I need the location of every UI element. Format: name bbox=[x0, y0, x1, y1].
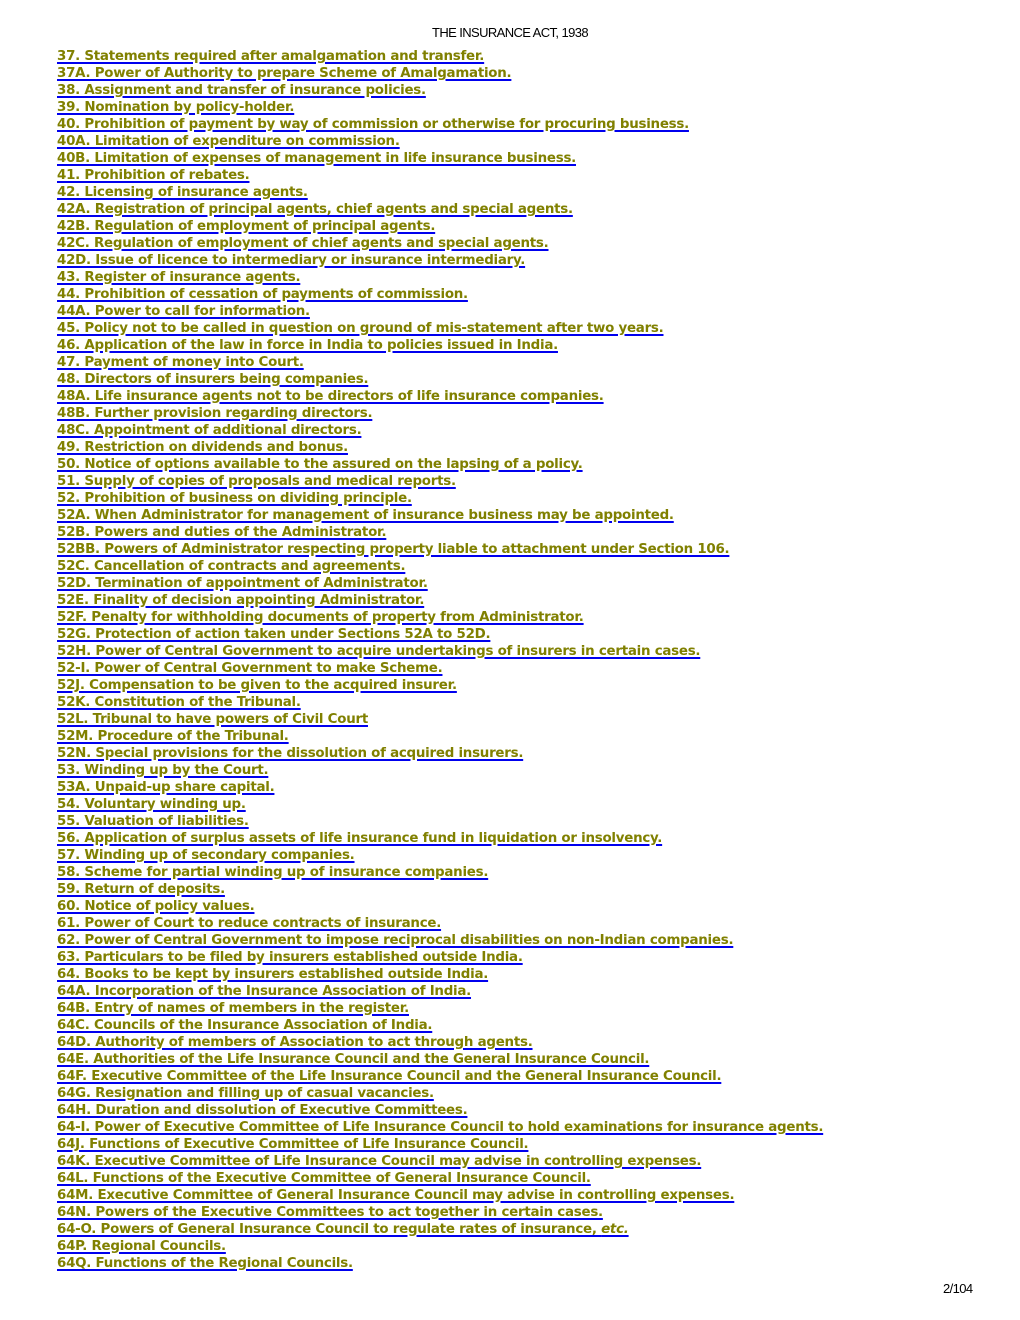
toc-link[interactable] bbox=[57, 491, 412, 506]
toc-item bbox=[57, 116, 823, 133]
toc-link-text: 64A. Incorporation of the Insurance Association of India. bbox=[57, 984, 472, 999]
toc-item bbox=[57, 371, 823, 388]
toc-link[interactable] bbox=[57, 559, 405, 574]
toc-link-text: 52G. Protection of action taken under Sections 52A to 52D. bbox=[57, 627, 491, 642]
toc-item bbox=[57, 133, 823, 150]
toc-item bbox=[57, 592, 823, 609]
toc-link-text: 40B. Limitation of expenses of management in life insurance business. bbox=[57, 151, 576, 166]
toc-item bbox=[57, 1085, 823, 1102]
toc-link-text: 64L. Functions of the Executive Committee of General Insurance Council. bbox=[57, 1171, 591, 1186]
toc-link-text: 58. Scheme for partial winding up of insurance companies. bbox=[57, 865, 489, 880]
toc-item bbox=[57, 82, 823, 99]
toc-item bbox=[57, 422, 823, 439]
toc-link[interactable] bbox=[57, 236, 549, 251]
toc-link[interactable] bbox=[57, 406, 372, 421]
toc-item bbox=[57, 915, 823, 932]
toc-link-text: 52L. Tribunal to have powers of Civil Court bbox=[57, 712, 368, 727]
toc-link[interactable] bbox=[57, 780, 274, 795]
toc-link[interactable] bbox=[57, 882, 225, 897]
toc-item bbox=[57, 660, 823, 677]
toc-item bbox=[57, 218, 823, 235]
toc-link[interactable] bbox=[57, 593, 424, 608]
toc-link[interactable] bbox=[57, 304, 310, 319]
toc-link[interactable] bbox=[57, 814, 249, 829]
page-number: 2/104 bbox=[943, 1281, 973, 1296]
toc-link-text: 52E. Finality of decision appointing Administrator. bbox=[57, 593, 425, 608]
toc-link[interactable] bbox=[57, 321, 664, 336]
toc-item bbox=[57, 745, 823, 762]
toc-link-text: 45. Policy not to be called in question on ground of mis-statement after two years. bbox=[57, 321, 664, 336]
toc-item bbox=[57, 1136, 823, 1153]
toc-link[interactable] bbox=[57, 1222, 629, 1237]
table-of-contents bbox=[57, 48, 823, 1272]
toc-link-text: 59. Return of deposits. bbox=[57, 882, 225, 897]
toc-item bbox=[57, 813, 823, 830]
toc-link-text: 52H. Power of Central Government to acquire undertakings of insurers in certain cases. bbox=[57, 644, 701, 659]
toc-link-text: 42C. Regulation of employment of chief agents and special agents. bbox=[57, 236, 549, 251]
toc-link[interactable] bbox=[57, 797, 246, 812]
toc-item bbox=[57, 643, 823, 660]
toc-link[interactable] bbox=[57, 1086, 434, 1101]
toc-link-text: 64P. Regional Councils. bbox=[57, 1239, 226, 1254]
toc-item bbox=[57, 626, 823, 643]
toc-item bbox=[57, 337, 823, 354]
toc-link[interactable] bbox=[57, 1018, 432, 1033]
toc-link-text: 63. Particulars to be filed by insurers established outside India. bbox=[57, 950, 523, 965]
toc-link[interactable] bbox=[57, 508, 674, 523]
toc-link-text: 52. Prohibition of business on dividing principle. bbox=[57, 491, 412, 506]
toc-item bbox=[57, 1034, 823, 1051]
toc-item bbox=[57, 558, 823, 575]
toc-item bbox=[57, 490, 823, 507]
toc-link-text: 48. Directors of insurers being companies. bbox=[57, 372, 369, 387]
toc-item bbox=[57, 1017, 823, 1034]
toc-link[interactable] bbox=[57, 151, 576, 166]
toc-item bbox=[57, 541, 823, 558]
toc-item bbox=[57, 1051, 823, 1068]
toc-link[interactable] bbox=[57, 219, 435, 234]
toc-link-text: 64. Books to be kept by insurers established outside India. bbox=[57, 967, 489, 982]
toc-item bbox=[57, 1187, 823, 1204]
toc-item bbox=[57, 694, 823, 711]
toc-link-text: 64B. Entry of names of members in the register. bbox=[57, 1001, 409, 1016]
toc-item bbox=[57, 830, 823, 847]
toc-item bbox=[57, 1255, 823, 1272]
toc-link[interactable] bbox=[57, 967, 488, 982]
toc-link[interactable] bbox=[57, 202, 573, 217]
toc-link[interactable] bbox=[57, 457, 583, 472]
toc-item bbox=[57, 65, 823, 82]
toc-link-text: 44. Prohibition of cessation of payments of commission. bbox=[57, 287, 468, 302]
toc-link-text: 51. Supply of copies of proposals and medical reports. bbox=[57, 474, 456, 489]
toc-link[interactable] bbox=[57, 1069, 721, 1084]
toc-item bbox=[57, 1221, 823, 1238]
toc-item bbox=[57, 932, 823, 949]
toc-link[interactable] bbox=[57, 270, 300, 285]
toc-link[interactable] bbox=[57, 440, 348, 455]
toc-item bbox=[57, 711, 823, 728]
toc-link-text: 64N. Powers of the Executive Committees to act together in certain cases. bbox=[57, 1205, 603, 1220]
toc-link[interactable] bbox=[57, 984, 471, 999]
toc-item bbox=[57, 898, 823, 915]
toc-link[interactable] bbox=[57, 848, 355, 863]
toc-link-text: 52D. Termination of appointment of Administrator. bbox=[57, 576, 428, 591]
toc-link[interactable] bbox=[57, 933, 733, 948]
toc-item bbox=[57, 728, 823, 745]
toc-item bbox=[57, 354, 823, 371]
toc-link[interactable] bbox=[57, 542, 729, 557]
toc-link-text: 64F. Executive Committee of the Life Insurance Council and the General Insurance Council. bbox=[57, 1069, 722, 1084]
toc-link[interactable] bbox=[57, 831, 662, 846]
toc-link-text: 64-I. Power of Executive Committee of Life Insurance Council to hold examinations for insurance agents. bbox=[57, 1120, 824, 1135]
toc-link[interactable] bbox=[57, 729, 289, 744]
toc-link-text: 61. Power of Court to reduce contracts of insurance. bbox=[57, 916, 442, 931]
toc-link-text: 48A. Life insurance agents not to be directors of life insurance companies. bbox=[57, 389, 604, 404]
toc-link[interactable] bbox=[57, 389, 604, 404]
toc-item bbox=[57, 184, 823, 201]
toc-link[interactable] bbox=[57, 678, 457, 693]
toc-link[interactable] bbox=[57, 916, 441, 931]
toc-item bbox=[57, 99, 823, 116]
toc-item bbox=[57, 48, 823, 65]
toc-link-text: 52J. Compensation to be given to the acquired insurer. bbox=[57, 678, 457, 693]
toc-link[interactable] bbox=[57, 134, 400, 149]
toc-link[interactable] bbox=[57, 372, 368, 387]
toc-link-text: 46. Application of the law in force in India to policies issued in India. bbox=[57, 338, 558, 353]
toc-link-text: 64D. Authority of members of Association to act through agents. bbox=[57, 1035, 533, 1050]
toc-link-text: 38. Assignment and transfer of insurance policies. bbox=[57, 83, 426, 98]
toc-link-text: 52B. Powers and duties of the Administrator. bbox=[57, 525, 387, 540]
toc-link[interactable] bbox=[57, 49, 484, 64]
toc-link-text: 44A. Power to call for information. bbox=[57, 304, 310, 319]
toc-item bbox=[57, 439, 823, 456]
toc-item bbox=[57, 779, 823, 796]
toc-link[interactable] bbox=[57, 66, 511, 81]
toc-link-text: 64E. Authorities of the Life Insurance Council and the General Insurance Council. bbox=[57, 1052, 650, 1067]
toc-link-text: 64H. Duration and dissolution of Executive Committees. bbox=[57, 1103, 468, 1118]
toc-link-text: 64C. Councils of the Insurance Association of India. bbox=[57, 1018, 433, 1033]
toc-link-text: 42. Licensing of insurance agents. bbox=[57, 185, 308, 200]
toc-link-italic-suffix: etc. bbox=[601, 1222, 629, 1237]
toc-link-text: 52A. When Administrator for management of insurance business may be appointed. bbox=[57, 508, 674, 523]
toc-link[interactable] bbox=[57, 338, 558, 353]
toc-item bbox=[57, 983, 823, 1000]
toc-item bbox=[57, 762, 823, 779]
toc-link-text: 50. Notice of options available to the assured on the lapsing of a policy. bbox=[57, 457, 583, 472]
toc-item bbox=[57, 609, 823, 626]
page-footer bbox=[943, 1281, 973, 1296]
toc-item bbox=[57, 1153, 823, 1170]
toc-item bbox=[57, 949, 823, 966]
document-header bbox=[0, 25, 1020, 40]
toc-item bbox=[57, 524, 823, 541]
toc-item bbox=[57, 1119, 823, 1136]
toc-link-text: 48C. Appointment of additional directors. bbox=[57, 423, 362, 438]
toc-item bbox=[57, 847, 823, 864]
toc-item bbox=[57, 507, 823, 524]
toc-item bbox=[57, 235, 823, 252]
toc-item bbox=[57, 1068, 823, 1085]
toc-link-text: 37. Statements required after amalgamation and transfer. bbox=[57, 49, 485, 64]
toc-link[interactable] bbox=[57, 1154, 701, 1169]
toc-link[interactable] bbox=[57, 661, 442, 676]
toc-link-text: 42B. Regulation of employment of principal agents. bbox=[57, 219, 436, 234]
toc-item bbox=[57, 150, 823, 167]
toc-link[interactable] bbox=[57, 168, 249, 183]
toc-item bbox=[57, 201, 823, 218]
toc-item bbox=[57, 575, 823, 592]
toc-link[interactable] bbox=[57, 423, 361, 438]
toc-link[interactable] bbox=[57, 695, 301, 710]
toc-item bbox=[57, 1238, 823, 1255]
toc-link-text: 53A. Unpaid-up share capital. bbox=[57, 780, 275, 795]
toc-link-text: 41. Prohibition of rebates. bbox=[57, 168, 250, 183]
toc-link[interactable] bbox=[57, 355, 304, 370]
toc-link-text: 54. Voluntary winding up. bbox=[57, 797, 246, 812]
toc-link-text: 52F. Penalty for withholding documents of property from Administrator. bbox=[57, 610, 584, 625]
toc-link-text: 60. Notice of policy values. bbox=[57, 899, 255, 914]
toc-item bbox=[57, 1000, 823, 1017]
toc-item bbox=[57, 405, 823, 422]
toc-link[interactable] bbox=[57, 627, 490, 642]
toc-link[interactable] bbox=[57, 1052, 649, 1067]
toc-link[interactable] bbox=[57, 474, 456, 489]
toc-item bbox=[57, 1170, 823, 1187]
toc-link[interactable] bbox=[57, 865, 488, 880]
toc-link[interactable] bbox=[57, 1256, 353, 1271]
toc-link[interactable] bbox=[57, 1239, 226, 1254]
toc-item bbox=[57, 881, 823, 898]
toc-link-text: 52K. Constitution of the Tribunal. bbox=[57, 695, 301, 710]
toc-link-text: 42D. Issue of licence to intermediary or insurance intermediary. bbox=[57, 253, 526, 268]
toc-item bbox=[57, 320, 823, 337]
toc-link-text: 49. Restriction on dividends and bonus. bbox=[57, 440, 348, 455]
toc-link-text: 57. Winding up of secondary companies. bbox=[57, 848, 355, 863]
toc-item bbox=[57, 1102, 823, 1119]
toc-link[interactable] bbox=[57, 1205, 603, 1220]
toc-link-text: 55. Valuation of liabilities. bbox=[57, 814, 249, 829]
toc-link[interactable] bbox=[57, 185, 308, 200]
toc-link-text: 64J. Functions of Executive Committee of Life Insurance Council. bbox=[57, 1137, 529, 1152]
toc-link-text: 52C. Cancellation of contracts and agreements. bbox=[57, 559, 406, 574]
toc-link-text: 53. Winding up by the Court. bbox=[57, 763, 269, 778]
toc-item bbox=[57, 456, 823, 473]
toc-link[interactable] bbox=[57, 899, 254, 914]
toc-link-text: 64K. Executive Committee of Life Insurance Council may advise in controlling expenses. bbox=[57, 1154, 702, 1169]
toc-link[interactable] bbox=[57, 1103, 467, 1118]
toc-link[interactable] bbox=[57, 1120, 823, 1135]
toc-link[interactable] bbox=[57, 83, 426, 98]
toc-item bbox=[57, 677, 823, 694]
toc-link[interactable] bbox=[57, 746, 523, 761]
toc-link-text: 64-O. Powers of General Insurance Council to regulate rates of insurance, bbox=[57, 1222, 602, 1237]
toc-link-text: 52M. Procedure of the Tribunal. bbox=[57, 729, 289, 744]
document-title: THE INSURANCE ACT, 1938 bbox=[432, 25, 588, 40]
toc-link[interactable] bbox=[57, 1035, 533, 1050]
toc-link-text: 52BB. Powers of Administrator respecting property liable to attachment under Section 106. bbox=[57, 542, 730, 557]
toc-link-text: 40. Prohibition of payment by way of commission or otherwise for procuring business. bbox=[57, 117, 689, 132]
toc-item bbox=[57, 1204, 823, 1221]
toc-link[interactable] bbox=[57, 576, 428, 591]
toc-item bbox=[57, 303, 823, 320]
toc-link[interactable] bbox=[57, 1001, 409, 1016]
toc-link-text: 42A. Registration of principal agents, chief agents and special agents. bbox=[57, 202, 573, 217]
toc-link[interactable] bbox=[57, 1188, 734, 1203]
toc-item bbox=[57, 966, 823, 983]
toc-link-text: 64G. Resignation and filling up of casual vacancies. bbox=[57, 1086, 434, 1101]
toc-link[interactable] bbox=[57, 253, 525, 268]
toc-item bbox=[57, 167, 823, 184]
toc-link-text: 48B. Further provision regarding directors. bbox=[57, 406, 373, 421]
toc-link[interactable] bbox=[57, 1171, 591, 1186]
toc-link[interactable] bbox=[57, 287, 468, 302]
toc-link-text: 62. Power of Central Government to impose reciprocal disabilities on non-Indian companies. bbox=[57, 933, 734, 948]
toc-link[interactable] bbox=[57, 950, 523, 965]
toc-item bbox=[57, 796, 823, 813]
toc-item bbox=[57, 252, 823, 269]
toc-link-text: 52N. Special provisions for the dissolution of acquired insurers. bbox=[57, 746, 524, 761]
toc-link[interactable] bbox=[57, 100, 294, 115]
toc-item bbox=[57, 269, 823, 286]
toc-link[interactable] bbox=[57, 712, 368, 727]
toc-link-text: 64Q. Functions of the Regional Councils. bbox=[57, 1256, 353, 1271]
toc-item bbox=[57, 388, 823, 405]
toc-link[interactable] bbox=[57, 525, 386, 540]
toc-item bbox=[57, 864, 823, 881]
toc-link-text: 47. Payment of money into Court. bbox=[57, 355, 304, 370]
toc-link[interactable] bbox=[57, 610, 584, 625]
toc-link-text: 43. Register of insurance agents. bbox=[57, 270, 301, 285]
toc-link[interactable] bbox=[57, 644, 700, 659]
toc-item bbox=[57, 473, 823, 490]
toc-link[interactable] bbox=[57, 1137, 528, 1152]
toc-link-text: 64M. Executive Committee of General Insurance Council may advise in controlling expenses. bbox=[57, 1188, 735, 1203]
toc-link-text: 40A. Limitation of expenditure on commission. bbox=[57, 134, 400, 149]
toc-link-text: 52-I. Power of Central Government to make Scheme. bbox=[57, 661, 443, 676]
toc-link-text: 39. Nomination by policy-holder. bbox=[57, 100, 295, 115]
toc-link[interactable] bbox=[57, 117, 689, 132]
toc-link[interactable] bbox=[57, 763, 268, 778]
toc-link-text: 56. Application of surplus assets of life insurance fund in liquidation or insolvency. bbox=[57, 831, 663, 846]
toc-link-text: 37A. Power of Authority to prepare Scheme of Amalgamation. bbox=[57, 66, 512, 81]
toc-item bbox=[57, 286, 823, 303]
